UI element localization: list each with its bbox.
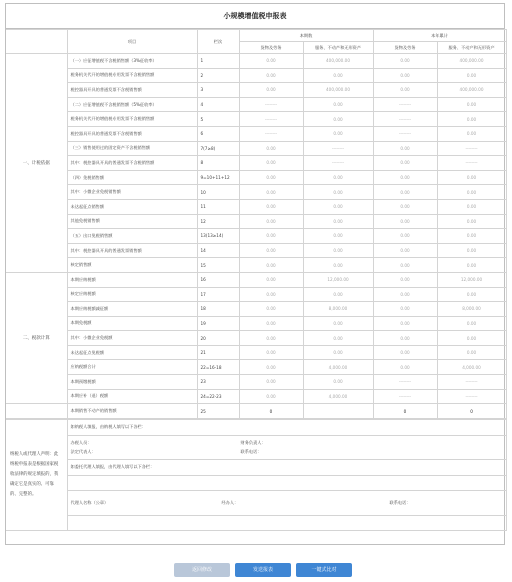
table-row [6,83,506,98]
row-col-number: 24=22-23 [197,389,239,404]
value-cell[interactable]: 0.00 [303,287,373,302]
row-item-label: 其他免税销售额 [67,214,197,229]
value-cell[interactable]: 0.00 [239,199,303,214]
value-cell[interactable]: 0.00 [373,360,437,375]
value-cell[interactable]: 0.00 [437,170,506,185]
table-row [6,214,506,229]
value-cell[interactable]: 0.00 [303,199,373,214]
row-item-label: （五）出口免税销售额 [67,229,197,244]
value-cell[interactable]: 0.00 [303,316,373,331]
value-cell[interactable]: 0.00 [239,272,303,287]
value-cell[interactable]: 0.00 [239,185,303,200]
row-item-label: 税务机关代开的增值税专用发票不含税销售额 [67,112,197,127]
agent-name-label: 代理人名称（公章） [70,499,109,505]
row-item-label: 核定销售额 [67,258,197,273]
table-row [6,404,506,419]
value-cell[interactable]: 12,000.00 [437,272,506,287]
header-current: 本期数 [239,30,373,42]
declaration-section [6,419,507,531]
table-row [6,170,506,185]
category-tax-calc: 二、税款计算 [6,272,67,403]
row-item-label: 税务机关代开的增值税专用发票不含税销售额 [67,68,197,83]
value-cell[interactable]: 0.00 [437,214,506,229]
value-cell[interactable]: -------- [303,156,373,171]
table-row [6,331,506,346]
value-cell[interactable]: 0.00 [303,214,373,229]
header-services: 服务、不动产和无形资产 [303,42,373,54]
manager-label: 经办人： [221,499,239,505]
value-cell[interactable]: 0.00 [373,156,437,171]
agent-phone-label: 联系电话： [389,499,411,505]
button-bar [0,563,512,577]
row-item-label: 本期应纳税额 [67,272,197,287]
table-row [6,199,506,214]
row-col-number: 7(7≥8) [197,141,239,156]
value-cell[interactable]: 0.00 [437,345,506,360]
value-cell[interactable]: 0.00 [239,389,303,404]
header-col: 栏次 [197,30,239,54]
table-row [6,141,506,156]
row-item-label: （二）应征增值税不含税销售额（5%征收率） [67,97,197,112]
value-cell[interactable]: 0.00 [303,97,373,112]
value-cell[interactable]: 0.00 [239,287,303,302]
value-cell[interactable]: 0.00 [303,170,373,185]
category-tax-basis: 一、计税依据 [6,54,67,273]
value-cell[interactable]: 0.00 [303,375,373,390]
value-cell[interactable]: 0.00 [303,243,373,258]
value-cell[interactable]: 0 [239,404,303,419]
value-cell[interactable]: -------- [303,141,373,156]
value-cell[interactable]: 0.00 [303,126,373,141]
row-item-label: 其中：税控器具开具的普通发票销售额 [67,243,197,258]
row-item-label: 本期销售不动产的销售额 [67,404,197,419]
finance-head-label: 财务负责人： [240,440,266,446]
header-goods-ytd: 货物及劳务 [373,42,437,54]
value-cell[interactable]: 0.00 [373,272,437,287]
table-row [6,97,506,112]
value-cell[interactable]: 4,000.00 [303,360,373,375]
header-item: 项目 [67,30,197,54]
agent-line: 如委托代理人填报，由代理人填写以下各栏： [67,459,506,475]
value-cell[interactable]: 0.00 [437,199,506,214]
row-col-number: 21 [197,345,239,360]
form-title: 小规模增值税申报表 [6,4,504,29]
value-cell[interactable]: 0.00 [373,68,437,83]
value-cell[interactable]: 0.00 [437,243,506,258]
row-item-label: 本期应纳税额减征额 [67,302,197,317]
value-cell[interactable]: -------- [373,375,437,390]
value-cell[interactable]: -------- [239,97,303,112]
value-cell[interactable]: 0.00 [373,287,437,302]
back-edit-button[interactable]: 返回修改 [174,563,230,577]
legal-rep-label: 法定代表人： [70,449,96,455]
value-cell[interactable]: 0.00 [373,185,437,200]
value-cell[interactable]: 0.00 [239,331,303,346]
declaration-statement: 纳税人或代理人声明：此纳税申报表是根据国家税收法律的规定填报的，我确定它是真实的、可靠的、完整的。 [6,419,67,530]
value-cell[interactable]: 0.00 [437,287,506,302]
value-cell[interactable]: 0.00 [373,331,437,346]
value-cell[interactable]: 400,000.00 [303,83,373,98]
value-cell[interactable]: 0.00 [437,258,506,273]
row-item-label: 其中：小微企业免税销售额 [67,185,197,200]
table-row [6,389,506,404]
row-col-number: 25 [197,404,239,419]
value-cell[interactable]: 0.00 [373,345,437,360]
row-item-label: 本期预缴税额 [67,375,197,390]
value-cell[interactable]: 8,000.00 [437,302,506,317]
row-col-number: 18 [197,302,239,317]
value-cell[interactable]: 0.00 [373,258,437,273]
compare-button[interactable]: 一键式比对 [296,563,352,577]
value-cell[interactable]: 0.00 [373,141,437,156]
value-cell[interactable]: 400,000.00 [437,54,506,69]
row-item-label: 应纳税额合计 [67,360,197,375]
value-cell[interactable]: 0.00 [437,316,506,331]
table-row [6,185,506,200]
value-cell[interactable]: 0.00 [239,345,303,360]
table-row [6,287,506,302]
row-item-label: 未达起征点销售额 [67,199,197,214]
value-cell[interactable]: -------- [437,389,506,404]
value-cell[interactable]: 0.00 [239,243,303,258]
value-cell[interactable]: 0.00 [373,243,437,258]
value-cell[interactable]: 0.00 [373,170,437,185]
row-col-number: 5 [197,112,239,127]
value-cell[interactable]: 0 [437,404,506,419]
row-col-number: 22=16-18 [197,360,239,375]
value-cell[interactable]: 0.00 [239,302,303,317]
value-cell[interactable]: -------- [239,112,303,127]
value-cell[interactable]: 0.00 [239,375,303,390]
table-row [6,126,506,141]
table-row [6,54,506,69]
value-cell[interactable]: 0.00 [303,112,373,127]
value-cell[interactable]: 0.00 [373,214,437,229]
send-report-button[interactable]: 发送报表 [235,563,291,577]
value-cell[interactable]: 0.00 [239,229,303,244]
value-cell[interactable]: 0.00 [303,68,373,83]
row-item-label: （一）应征增值税不含税销售额（3%征收率） [67,54,197,69]
header-ytd: 本年累计 [373,30,506,42]
category-empty [6,404,67,419]
value-cell[interactable]: -------- [437,141,506,156]
row-col-number: 9=10+11+12 [197,170,239,185]
row-col-number: 3 [197,83,239,98]
value-cell[interactable]: 0.00 [437,68,506,83]
table-row [6,360,506,375]
row-col-number: 15 [197,258,239,273]
table-row [6,316,506,331]
row-col-number: 4 [197,97,239,112]
tax-table [6,29,507,419]
value-cell[interactable]: 0.00 [239,214,303,229]
value-cell[interactable]: 0.00 [373,83,437,98]
value-cell[interactable]: -------- [437,156,506,171]
row-col-number: 16 [197,272,239,287]
row-item-label: 本期应补（退）税额 [67,389,197,404]
row-col-number: 17 [197,287,239,302]
row-item-label: 税控器具开具的普通发票不含税销售额 [67,83,197,98]
value-cell[interactable]: 0.00 [239,316,303,331]
table-row [6,258,506,273]
row-col-number: 6 [197,126,239,141]
value-cell[interactable]: 4,000.00 [303,389,373,404]
value-cell[interactable]: 0.00 [437,331,506,346]
value-cell[interactable]: -------- [373,97,437,112]
tax-return-form [5,3,505,545]
row-item-label: 本期免税额 [67,316,197,331]
table-row [6,375,506,390]
value-cell[interactable]: 0.00 [239,156,303,171]
value-cell[interactable]: 0.00 [303,229,373,244]
taxpayer-line: 如纳税人填报，由纳税人填写以下各栏： [67,419,506,435]
value-cell[interactable]: 0.00 [373,54,437,69]
table-row [6,68,506,83]
value-cell[interactable]: 0.00 [437,229,506,244]
value-cell[interactable]: 0.00 [303,331,373,346]
row-item-label: 未达起征点免税额 [67,345,197,360]
value-cell[interactable]: 400,000.00 [437,83,506,98]
value-cell[interactable]: -------- [239,126,303,141]
value-cell[interactable]: 0.00 [437,112,506,127]
value-cell[interactable]: 4,000.00 [437,360,506,375]
table-row [6,302,506,317]
value-cell[interactable]: 8,000.00 [303,302,373,317]
table-row [6,112,506,127]
row-col-number: 1 [197,54,239,69]
value-cell[interactable]: 0.00 [303,345,373,360]
table-row [6,272,506,287]
row-item-label: 税控器具开具的普通发票不含税销售额 [67,126,197,141]
row-item-label: 其中：税控器具开具的普通发票不含税销售额 [67,156,197,171]
table-row [6,156,506,171]
value-cell[interactable]: 0.00 [239,360,303,375]
value-cell[interactable]: 0.00 [239,54,303,69]
handler-label: 办税人员： [70,440,92,446]
header-services-ytd: 服务、不动产和无形资产 [437,42,506,54]
value-cell[interactable]: -------- [373,389,437,404]
row-col-number: 14 [197,243,239,258]
row-col-number: 12 [197,214,239,229]
table-row [6,229,506,244]
value-cell[interactable]: 0.00 [373,302,437,317]
row-item-label: （四）免税销售额 [67,170,197,185]
value-cell[interactable]: 0.00 [437,97,506,112]
value-cell[interactable]: 0.00 [239,141,303,156]
row-col-number: 23 [197,375,239,390]
row-col-number: 10 [197,185,239,200]
value-cell[interactable]: 12,000.00 [303,272,373,287]
value-cell[interactable]: 0.00 [239,258,303,273]
row-col-number: 13(13≥14) [197,229,239,244]
value-cell[interactable]: 0.00 [239,83,303,98]
value-cell[interactable]: 0.00 [239,68,303,83]
value-cell[interactable]: 0.00 [303,258,373,273]
value-cell[interactable]: 0.00 [437,126,506,141]
value-cell[interactable]: 0.00 [373,229,437,244]
value-cell[interactable]: -------- [373,112,437,127]
row-col-number: 8 [197,156,239,171]
table-row [6,243,506,258]
value-cell[interactable] [303,404,373,419]
row-item-label: 其中：小微企业免税额 [67,331,197,346]
value-cell[interactable]: -------- [437,375,506,390]
row-item-label: （三）销售使用过的固定资产不含税销售额 [67,141,197,156]
row-col-number: 2 [197,68,239,83]
header-goods: 货物及劳务 [239,42,303,54]
value-cell[interactable]: -------- [373,126,437,141]
value-cell[interactable]: 0.00 [239,170,303,185]
value-cell[interactable]: 0.00 [373,316,437,331]
value-cell[interactable]: 400,000.00 [303,54,373,69]
value-cell[interactable]: 0.00 [303,185,373,200]
value-cell[interactable]: 0.00 [373,199,437,214]
row-col-number: 19 [197,316,239,331]
phone-label: 联系电话： [240,449,262,455]
value-cell[interactable]: 0.00 [437,185,506,200]
row-col-number: 20 [197,331,239,346]
value-cell[interactable]: 0 [373,404,437,419]
table-row [6,345,506,360]
row-col-number: 11 [197,199,239,214]
row-item-label: 核定应纳税额 [67,287,197,302]
